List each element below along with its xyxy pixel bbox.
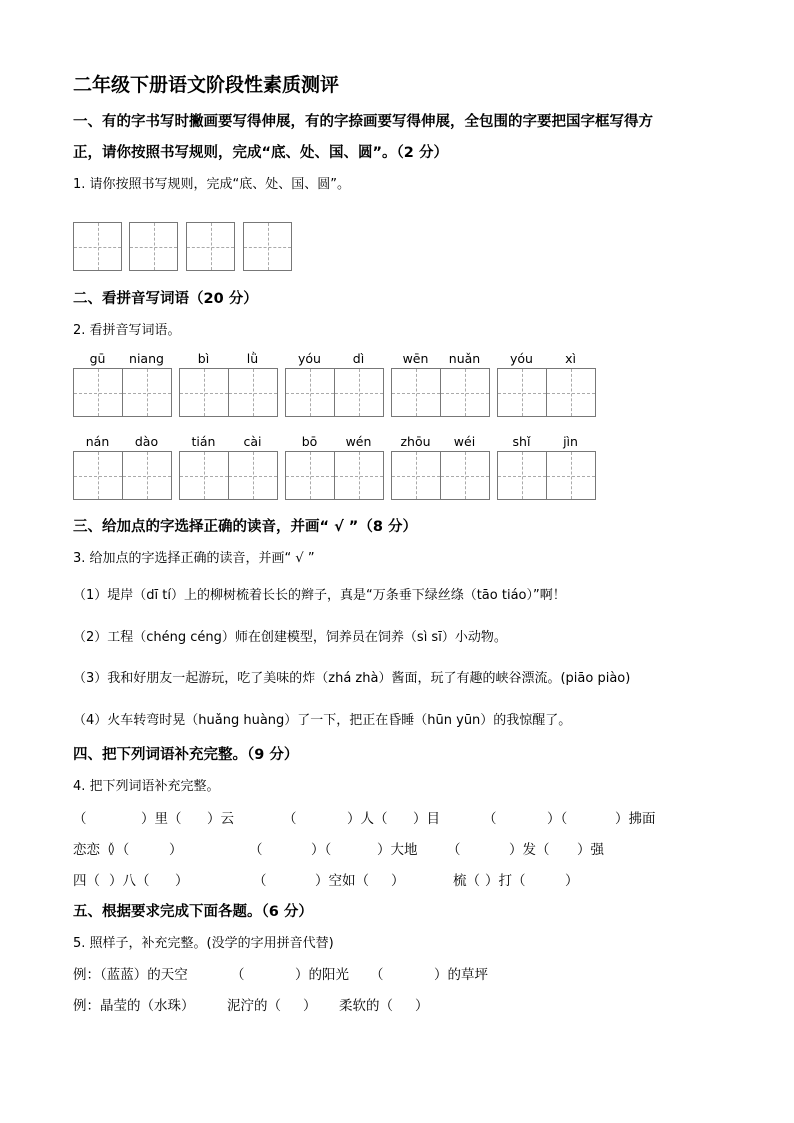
section-1-heading-line2: 正，请你按照书写规则，完成“底、处、国、圆”。（2 分） xyxy=(73,145,448,161)
pinyin-label: lǜ xyxy=(246,351,259,366)
blank-close-text: ）的草坪 xyxy=(434,967,488,983)
idiom-fragment: （ xyxy=(283,811,297,827)
blank-close: ） xyxy=(303,998,317,1014)
question-3-item-2: （2）工程（chéng céng）师在创建模型，饲养员在饲养（sì sī）小动物。 xyxy=(73,630,507,645)
writing-box[interactable] xyxy=(122,451,172,500)
question-3-item-4: （4）火车转弯时晃（huǎng huàng）了一下，把正在昏睡（hūn yūn）的我惊醒了。 xyxy=(73,713,572,728)
question-3-item-1: （1）堤岸（dī tí）上的柳树梳着长长的辫子，真是“万条垂下绿丝绦（tāo tiáo）”啊！ xyxy=(73,588,566,603)
writing-box[interactable] xyxy=(440,368,490,417)
blank-open: （ xyxy=(370,967,384,983)
example-1-text: 例：（蓝蓝）的天空 xyxy=(73,967,188,983)
section-1-heading-line1: 一、有的字书写时撇画要写得伸展，有的字捺画要写得伸展，全包围的字要把国字框写得方 xyxy=(73,114,653,130)
writing-box[interactable] xyxy=(228,368,278,417)
question-4: 4. 把下列词语补充完整。 xyxy=(73,779,220,794)
idiom-fragment: ）（ xyxy=(311,842,332,858)
pinyin-label: wēn xyxy=(402,351,429,366)
question-2: 2. 看拼音写词语。 xyxy=(73,323,181,338)
blank-close-text: ）的阳光 xyxy=(295,967,349,983)
writing-box[interactable] xyxy=(546,368,596,417)
writing-box[interactable] xyxy=(73,368,123,417)
question-5: 5. 照样子，补充完整。(没学的字用拼音代替) xyxy=(73,936,334,951)
writing-box[interactable] xyxy=(179,451,229,500)
idiom-fragment: （ xyxy=(447,842,461,858)
blank-open: （ xyxy=(231,967,245,983)
writing-box[interactable] xyxy=(73,222,122,271)
idiom-fragment: ）八（ xyxy=(109,873,150,889)
writing-box[interactable] xyxy=(73,451,123,500)
idiom-fragment: ）人（ xyxy=(347,811,388,827)
writing-box[interactable] xyxy=(334,368,384,417)
pinyin-label: xì xyxy=(565,351,576,366)
pinyin-label: dào xyxy=(134,434,159,449)
idiom-fragment: ）大地 xyxy=(377,842,418,858)
writing-box[interactable] xyxy=(228,451,278,500)
blank-open: 泥泞的（ xyxy=(227,998,281,1014)
writing-box[interactable] xyxy=(129,222,178,271)
question-3-item-3: （3）我和好朋友一起游玩，吃了美味的炸（zhá zhà）酱面，玩了有趣的峡谷漂流。(piāo piào) xyxy=(73,671,631,686)
idiom-fragment: ）打（ xyxy=(485,873,526,889)
idiom-fragment: ）云 xyxy=(207,811,234,827)
section-4-heading: 四、把下列词语补充完整。（9 分） xyxy=(73,747,299,763)
pinyin-label: shǐ xyxy=(512,434,531,449)
idiom-fragment: 梳（ xyxy=(453,873,480,889)
idiom-fragment: ）（ xyxy=(547,811,568,827)
page-title: 二年级下册语文阶段性素质测评 xyxy=(73,74,340,96)
writing-box[interactable] xyxy=(440,451,490,500)
idiom-fragment: ） xyxy=(169,842,183,858)
pinyin-label: jìn xyxy=(563,434,578,449)
writing-box[interactable] xyxy=(497,368,547,417)
idiom-row xyxy=(73,838,604,858)
idiom-fragment: ）目 xyxy=(413,811,440,827)
pinyin-label: wéi xyxy=(453,434,476,449)
idiom-fragment: （ xyxy=(73,811,87,827)
pinyin-label: tián xyxy=(191,434,216,449)
idiom-row xyxy=(73,807,656,827)
idiom-fragment: ） xyxy=(175,873,189,889)
section-5-heading: 五、根据要求完成下面各题。（6 分） xyxy=(73,904,313,920)
writing-box[interactable] xyxy=(285,451,335,500)
pinyin-label: bì xyxy=(197,351,210,366)
section-3-heading: 三、给加点的字选择正确的读音，并画“ √ ”（8 分） xyxy=(73,519,417,535)
idiom-fragment: （ xyxy=(483,811,497,827)
idiom-fragment: ）里（ xyxy=(141,811,182,827)
idiom-fragment: ）拂面 xyxy=(615,811,656,827)
idiom-fragment: （ xyxy=(249,842,263,858)
writing-box[interactable] xyxy=(391,368,441,417)
example-2-text: 例：晶莹的（水珠） xyxy=(73,998,195,1014)
writing-box[interactable] xyxy=(186,222,235,271)
example-row-1 xyxy=(73,963,488,983)
pinyin-label: zhōu xyxy=(400,434,431,449)
idiom-fragment: （ xyxy=(253,873,267,889)
example-row-2 xyxy=(73,994,429,1014)
section-2-heading: 二、看拼音写词语（20 分） xyxy=(73,291,258,307)
writing-box[interactable] xyxy=(285,368,335,417)
pinyin-label: nuǎn xyxy=(448,351,481,366)
blank-open: 柔软的（ xyxy=(339,998,393,1014)
question-1: 1. 请你按照书写规则，完成“底、处、国、圆”。 xyxy=(73,177,351,192)
pinyin-label: cài xyxy=(243,434,262,449)
idiom-fragment: ）强 xyxy=(577,842,604,858)
writing-box[interactable] xyxy=(391,451,441,500)
writing-box[interactable] xyxy=(243,222,292,271)
question-3: 3. 给加点的字选择正确的读音，并画“ √ ” xyxy=(73,551,315,566)
pinyin-label: wén xyxy=(345,434,372,449)
writing-box[interactable] xyxy=(334,451,384,500)
idiom-fragment: ） xyxy=(565,873,579,889)
pinyin-label: bō xyxy=(301,434,318,449)
idiom-fragment: ） xyxy=(391,873,405,889)
idiom-fragment: ）（ xyxy=(109,842,130,858)
pinyin-label: gū xyxy=(89,351,106,366)
pinyin-label: nán xyxy=(85,434,110,449)
pinyin-label: dì xyxy=(352,351,365,366)
pinyin-label: niang xyxy=(129,351,164,366)
writing-box[interactable] xyxy=(497,451,547,500)
idiom-fragment: ）空如（ xyxy=(315,873,369,889)
pinyin-label: yóu xyxy=(298,351,321,366)
idiom-fragment: 四（ xyxy=(73,873,100,889)
pinyin-label: yóu xyxy=(510,351,533,366)
blank-close: ） xyxy=(415,998,429,1014)
writing-box[interactable] xyxy=(122,368,172,417)
idiom-fragment: 恋恋（ xyxy=(73,842,114,858)
writing-box[interactable] xyxy=(179,368,229,417)
idiom-row xyxy=(73,869,579,889)
idiom-fragment: ）发（ xyxy=(509,842,550,858)
writing-box[interactable] xyxy=(546,451,596,500)
